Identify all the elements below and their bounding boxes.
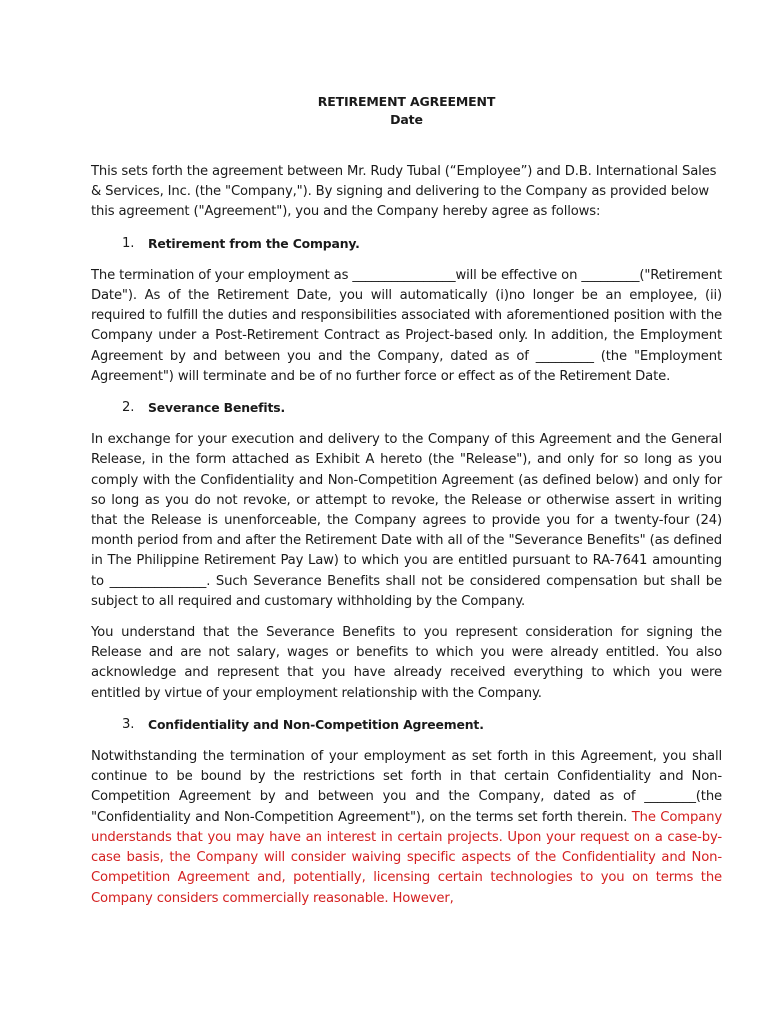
- section-3-heading: 3. Confidentiality and Non-Competition Agreement.: [91, 715, 722, 736]
- section-3-title: Confidentiality and Non-Competition Agreement: [148, 716, 480, 732]
- section-1-heading: 1. Retirement from the Company.: [91, 234, 722, 255]
- section-2-title: Severance Benefits: [148, 400, 281, 416]
- section-1-title: Retirement from the Company: [148, 235, 356, 251]
- section-2-heading: 2. Severance Benefits.: [91, 398, 722, 419]
- section-3-paragraph: [91, 747, 722, 909]
- section-1-paragraph: The termination of your employment as ________________will be effective on _________("Retirement Date"). As of the Retirement Date, you will automatically (i)no longer be an employee, (ii) required to fulfill the duties and responsibilities associated with aforementioned position with the Company under a Post-Retirement Contract as Project-based only. In addition, the Employment Agreement by and between you and the Company, dated as of _________ (the "Employment Agreement") will terminate and be of no further force or effect as of the Retirement Date.: [91, 267, 722, 384]
- section-2-paragraph-1: In exchange for your execution and delivery to the Company of this Agreement and the General Release, in the form attached as Exhibit A hereto (the "Release"), and only for so long as you comply with the Confidentiality and Non-Competition Agreement (as defined below) and only for so long as you do not revoke, or attempt to revoke, the Release or otherwise assert in writing that the Release is unenforceable, the Company agrees to provide you for a twenty-four (24) month period from and after the Retirement Date with all of the "Severance Benefits" (as defined in The Philippine Retirement Pay Law) to which you are entitled pursuant to RA-7641 amounting to _______________. Such Severance Benefits shall not be considered compensation but shall be subject to all required and customary withholding by the Company.: [91, 432, 722, 609]
- intro-paragraph: This sets forth the agreement between Mr. Rudy Tubal (“Employee”) and D.B. International Sales & Services, Inc. (the "Company,"). By signing and delivering to the Company as provided below this agreement ("Agreement"), you and the Company hereby agree as follows:: [91, 164, 717, 220]
- section-1-number: 1.: [122, 235, 135, 251]
- document-title: RETIREMENT AGREEMENT: [317, 94, 496, 109]
- section-3-number: 3.: [122, 716, 135, 732]
- section-2-number: 2.: [122, 400, 135, 416]
- section-2-paragraph-2: You understand that the Severance Benefits to you represent consideration for signing the Release and are not salary, wages or benefits to which you were already entitled. You also acknowledge and represent that you have already received everything to which you were entitled by virtue of your employment relationship with the Company.: [91, 625, 722, 701]
- document-date: Date: [390, 112, 423, 127]
- section-3-highlighted-text: The Company understands that you may have an interest in certain projects. Upon your request on a case-by-case basis, the Company will consider waiving specific aspects of the Confidentiality and Non-Competition Agreement and, potentially, licensing certain technologies to you on terms the Company considers commercially reasonable. However,: [91, 809, 722, 906]
- section-3-text: Notwithstanding the termination of your employment as set forth in this Agreement, you shall continue to be bound by the restrictions set forth in that certain Confidentiality and Non-Competition Agreement by and between you and the Company, dated as of ________(the "Confidentiality and Non-Competition Agreement"), on the terms set forth therein.: [91, 749, 722, 825]
